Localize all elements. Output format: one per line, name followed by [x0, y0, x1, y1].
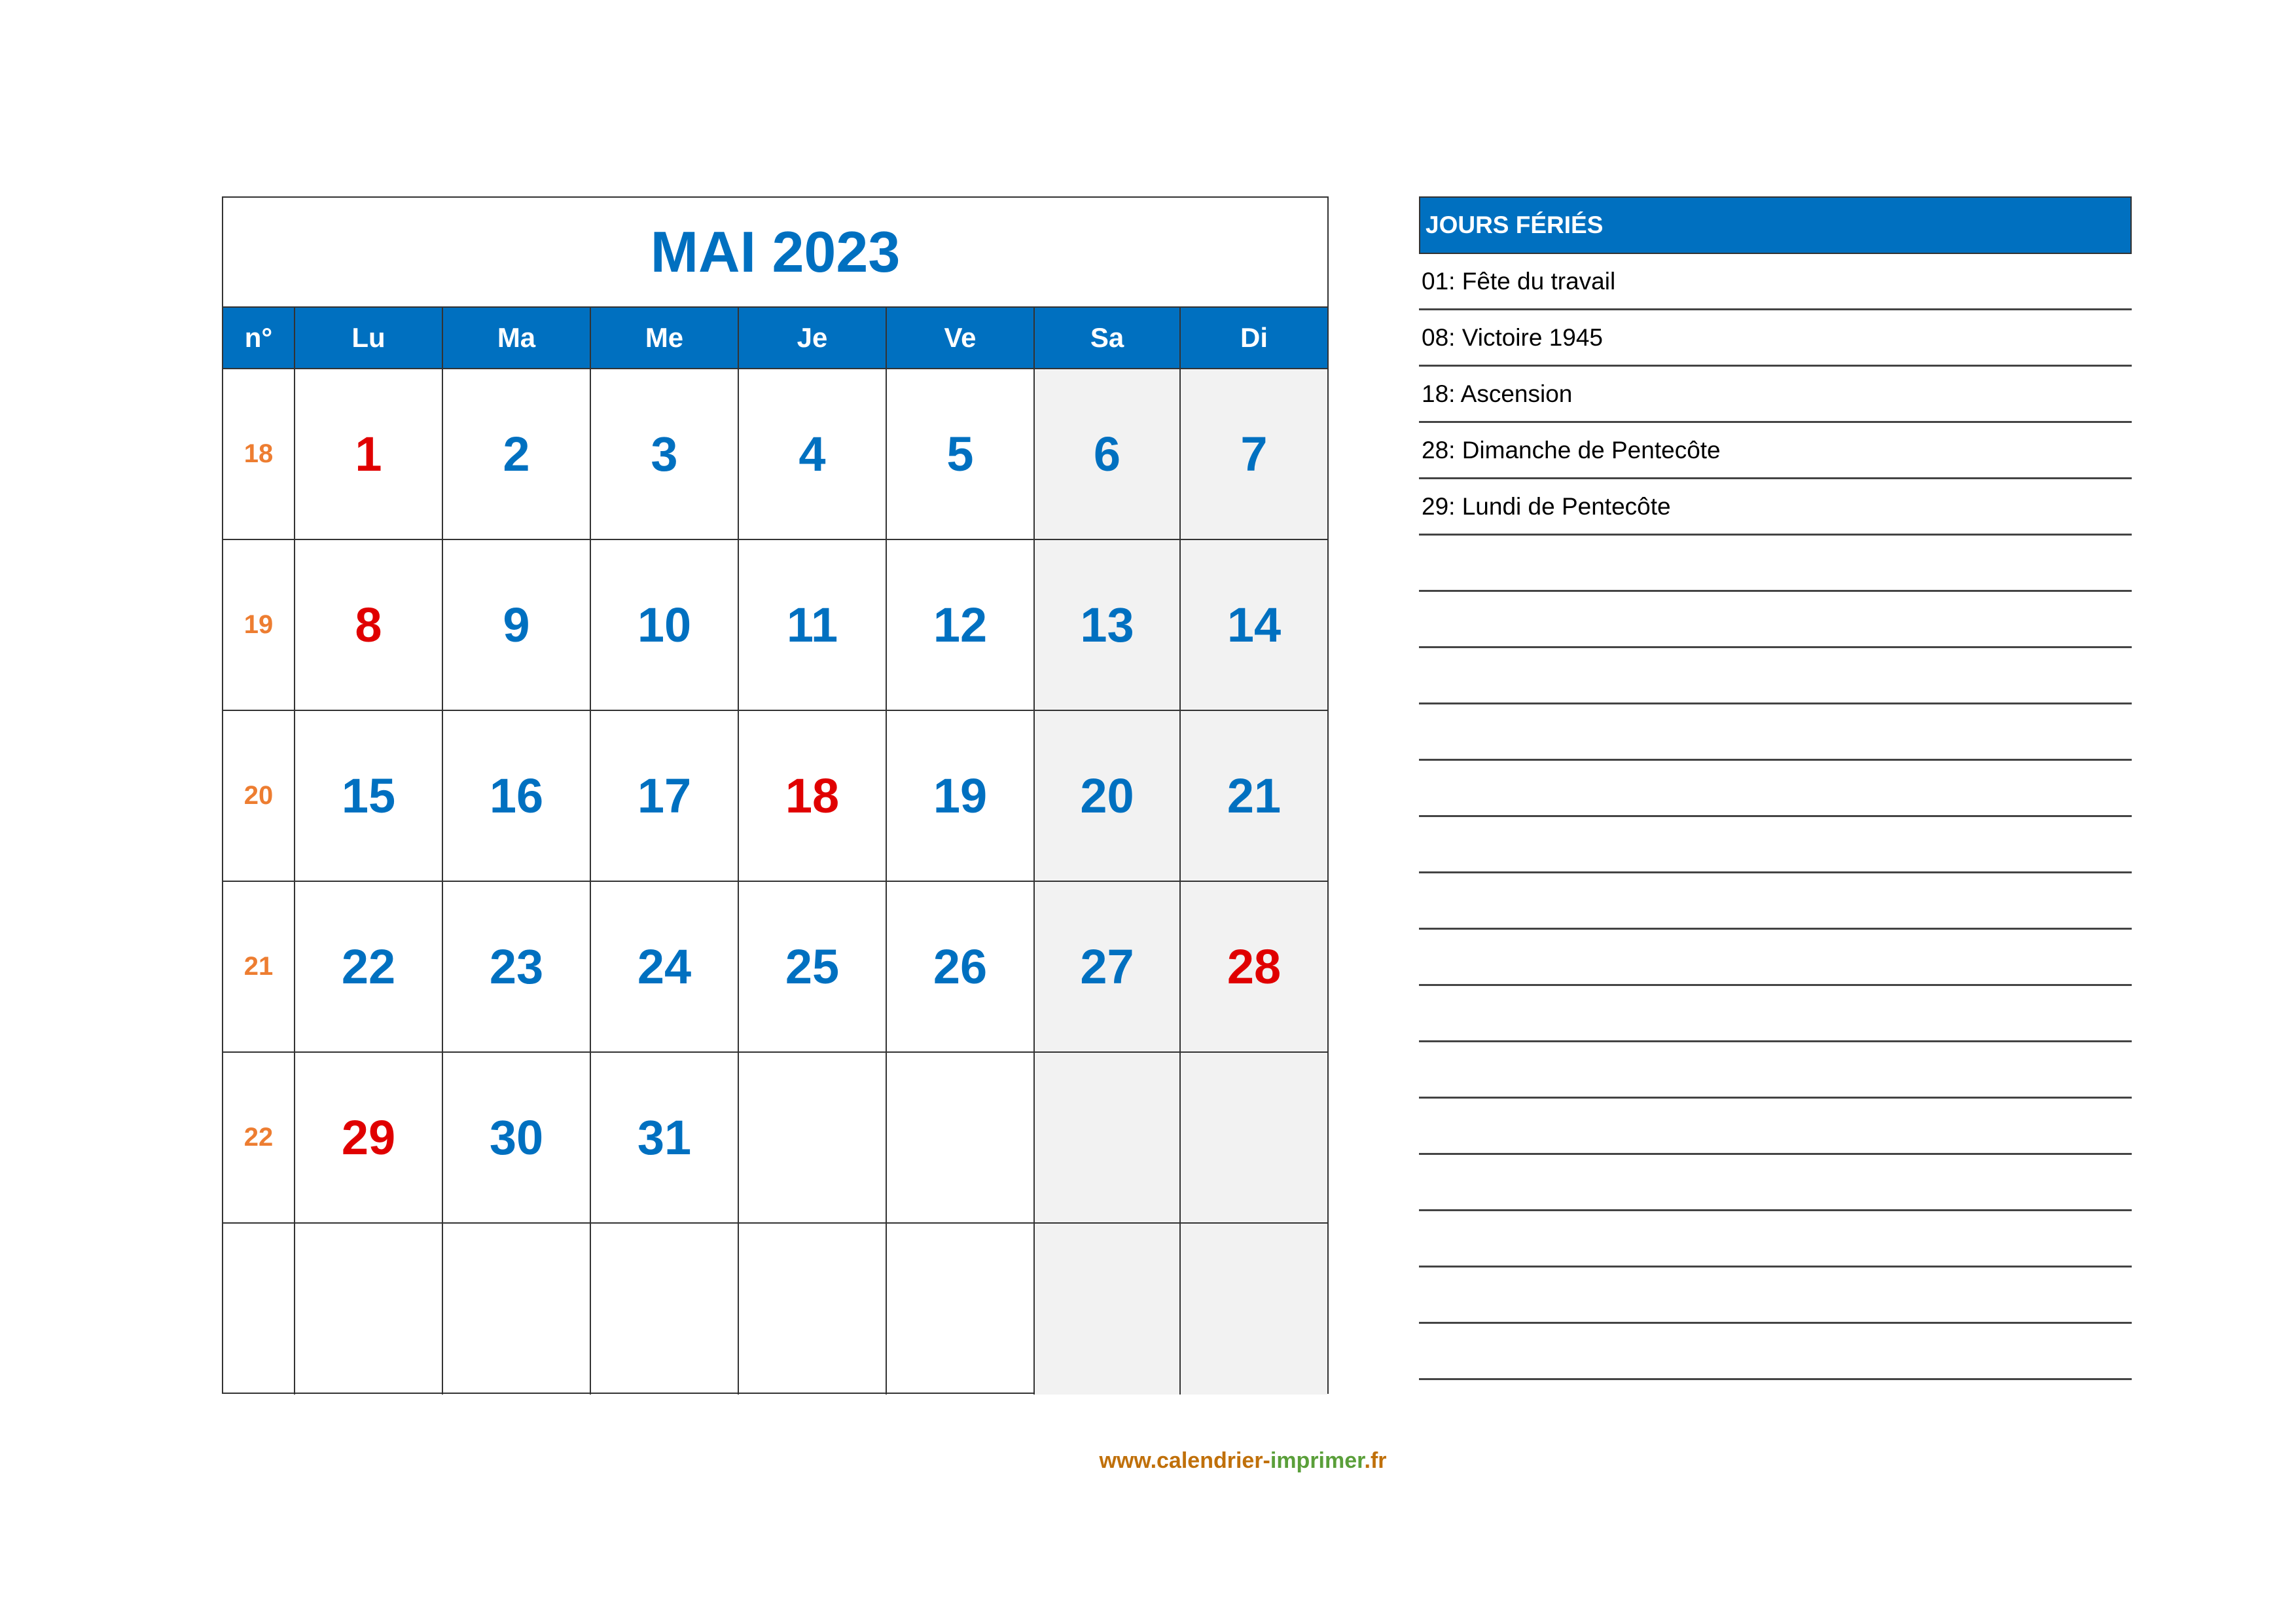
day-cell-21: 21 [1181, 711, 1327, 881]
day-cell-5: 5 [887, 369, 1035, 539]
day-cell-27: 27 [1035, 882, 1181, 1051]
calendar-grid [223, 369, 1327, 1394]
week-row [223, 1224, 1327, 1395]
day-cell-20: 20 [1035, 711, 1181, 881]
blank-note-line [1419, 648, 2132, 704]
header-day-je: Je [739, 308, 887, 368]
blank-note-line [1419, 536, 2132, 592]
day-cell-10: 10 [591, 540, 739, 710]
footer-url[interactable] [0, 1448, 2296, 1474]
blank-note-line [1419, 817, 2132, 873]
holiday-item: 08: Victoire 1945 [1419, 310, 2132, 367]
blank-note-line [1419, 1267, 2132, 1324]
footer-url-part3: .fr [1364, 1448, 1387, 1473]
blank-note-line [1419, 1324, 2132, 1380]
day-cell-25: 25 [739, 882, 887, 1051]
empty-day-cell [739, 1224, 887, 1395]
blank-note-line [1419, 1155, 2132, 1211]
week-number: 22 [223, 1053, 295, 1222]
header-day-di: Di [1240, 322, 1268, 353]
day-cell-22: 22 [295, 882, 443, 1051]
week-row [223, 882, 1327, 1053]
holiday-item: 29: Lundi de Pentecôte [1419, 479, 2132, 536]
empty-day-cell [887, 1224, 1035, 1395]
week-number: 19 [223, 540, 295, 710]
header-day-ma: Ma [443, 308, 591, 368]
holidays-panel [1419, 196, 2132, 1380]
day-cell-24: 24 [591, 882, 739, 1051]
blank-note-line [1419, 704, 2132, 761]
footer-url-part1: www.calendrier- [1099, 1448, 1270, 1473]
header-week-number: n° [223, 308, 295, 368]
empty-day-cell [1035, 1224, 1181, 1395]
day-cell-11: 11 [739, 540, 887, 710]
day-cell-7: 7 [1181, 369, 1327, 539]
blank-note-line [1419, 930, 2132, 986]
day-cell-23: 23 [443, 882, 591, 1051]
week-number: 18 [223, 369, 295, 539]
holidays-title: JOURS FÉRIÉS [1419, 196, 2132, 254]
empty-day-cell [443, 1224, 591, 1395]
calendar-title: MAI 2023 [223, 198, 1327, 308]
day-cell-3: 3 [591, 369, 739, 539]
day-cell-13: 13 [1035, 540, 1181, 710]
blank-note-line [1419, 1099, 2132, 1155]
week-number [223, 1224, 295, 1395]
week-number: 21 [223, 882, 295, 1051]
week-row [223, 540, 1327, 711]
day-cell-9: 9 [443, 540, 591, 710]
weekday-header-row [223, 308, 1327, 369]
blank-note-line [1419, 873, 2132, 930]
empty-day-cell [1035, 1053, 1181, 1222]
blank-note-line [1419, 761, 2132, 817]
day-cell-17: 17 [591, 711, 739, 881]
day-cell-30: 30 [443, 1053, 591, 1222]
week-row [223, 1053, 1327, 1224]
empty-day-cell [739, 1053, 887, 1222]
footer-url-part2: imprimer [1270, 1448, 1365, 1473]
day-cell-29: 29 [295, 1053, 443, 1222]
empty-day-cell [295, 1224, 443, 1395]
day-cell-26: 26 [887, 882, 1035, 1051]
holiday-item: 18: Ascension [1419, 367, 2132, 423]
header-day-ve: Ve [887, 308, 1035, 368]
week-row [223, 711, 1327, 882]
holiday-item: 28: Dimanche de Pentecôte [1419, 423, 2132, 479]
holiday-item: 01: Fête du travail [1419, 254, 2132, 310]
day-cell-6: 6 [1035, 369, 1181, 539]
day-cell-14: 14 [1181, 540, 1327, 710]
day-cell-19: 19 [887, 711, 1035, 881]
empty-day-cell [887, 1053, 1035, 1222]
day-cell-1: 1 [295, 369, 443, 539]
day-cell-4: 4 [739, 369, 887, 539]
day-cell-18: 18 [739, 711, 887, 881]
day-cell-15: 15 [295, 711, 443, 881]
week-row [223, 369, 1327, 540]
empty-day-cell [1181, 1053, 1327, 1222]
week-number: 20 [223, 711, 295, 881]
holidays-list [1419, 254, 2132, 1380]
blank-note-line [1419, 1042, 2132, 1099]
empty-day-cell [1181, 1224, 1327, 1395]
day-cell-31: 31 [591, 1053, 739, 1222]
day-cell-8: 8 [295, 540, 443, 710]
day-cell-16: 16 [443, 711, 591, 881]
header-day-lu: Lu [295, 308, 443, 368]
header-day-me: Me [591, 308, 739, 368]
header-day-sa: Sa [1035, 308, 1181, 368]
day-cell-12: 12 [887, 540, 1035, 710]
day-cell-2: 2 [443, 369, 591, 539]
blank-note-line [1419, 592, 2132, 648]
month-calendar [222, 196, 1329, 1394]
day-cell-28: 28 [1181, 882, 1327, 1051]
empty-day-cell [591, 1224, 739, 1395]
blank-note-line [1419, 1211, 2132, 1267]
blank-note-line [1419, 986, 2132, 1042]
